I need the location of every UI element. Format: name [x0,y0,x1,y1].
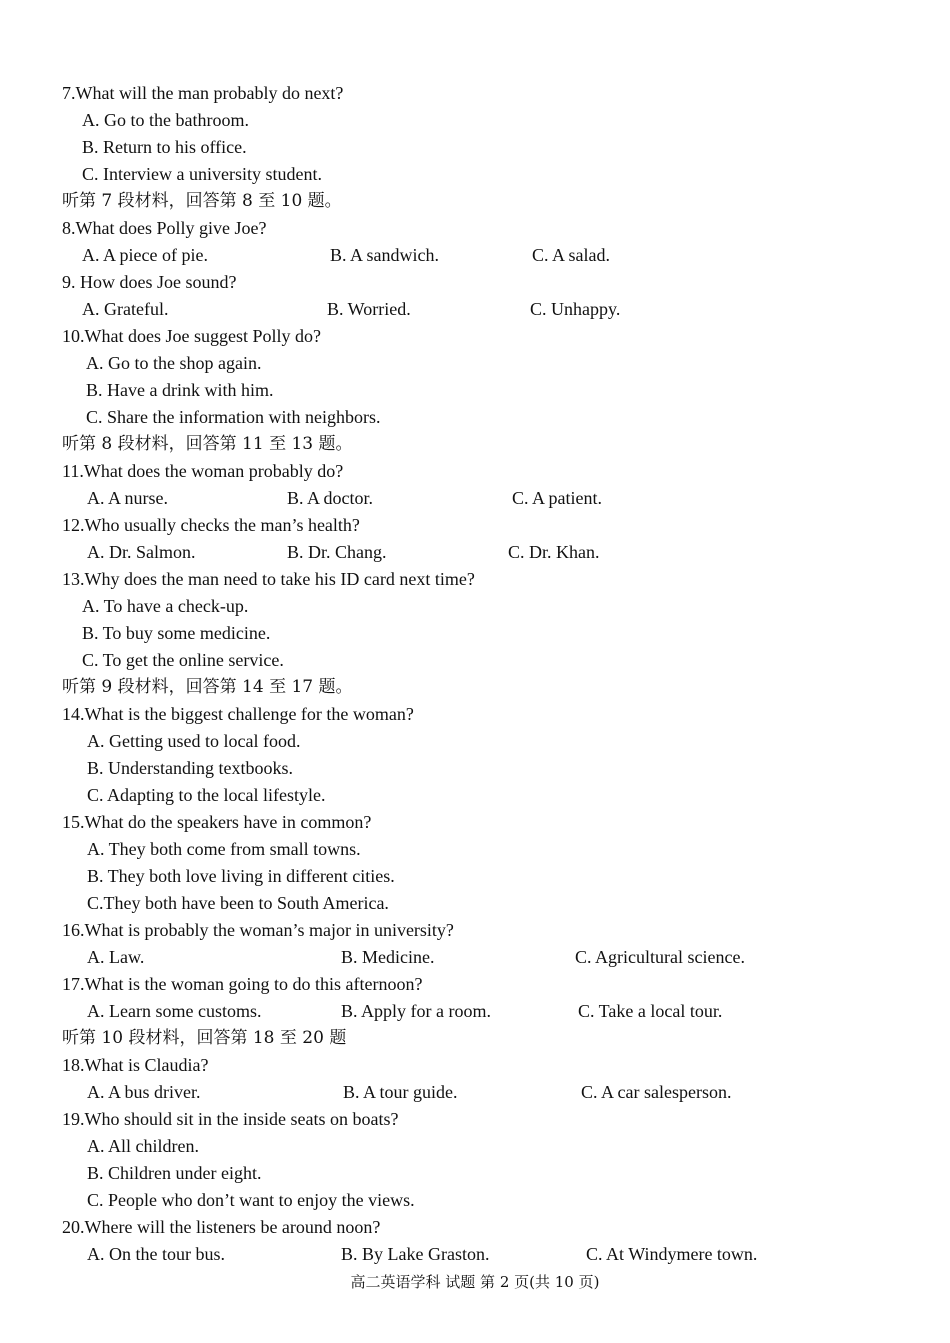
question-9: 9. How does Joe sound? [62,272,237,292]
option-14b: B. Understanding textbooks. [87,758,293,778]
option-14a: A. Getting used to local food. [87,731,301,751]
question-20: 20.Where will the listeners be around noon? [62,1217,381,1237]
option-19c: C. People who don’t want to enjoy the views. [87,1190,415,1210]
option-18b: B. A tour guide. [343,1082,458,1102]
option-16a: A. Law. [87,947,145,967]
question-12: 12.Who usually checks the man’s health? [62,515,360,535]
option-17c: C. Take a local tour. [578,1001,723,1021]
option-16b: B. Medicine. [341,947,435,967]
section-instruction-7: 听第 7 段材料，回答第 8 至 10 题。 [62,191,342,211]
option-8a: A. A piece of pie. [82,245,208,265]
option-9b: B. Worried. [327,299,411,319]
option-13a: A. To have a check-up. [82,596,249,616]
option-18a: A. A bus driver. [87,1082,201,1102]
option-19b: B. Children under eight. [87,1163,262,1183]
option-10a: A. Go to the shop again. [86,353,262,373]
option-12b: B. Dr. Chang. [287,542,387,562]
option-8b: B. A sandwich. [330,245,440,265]
option-16c: C. Agricultural science. [575,947,745,967]
option-15b: B. They both love living in different cities. [87,866,395,886]
option-7c: C. Interview a university student. [82,164,322,184]
option-14c: C. Adapting to the local lifestyle. [87,785,326,805]
section-instruction-8: 听第 8 段材料，回答第 11 至 13 题。 [62,434,353,454]
option-20a: A. On the tour bus. [87,1244,225,1264]
option-11c: C. A patient. [512,488,602,508]
option-12a: A. Dr. Salmon. [87,542,196,562]
option-9a: A. Grateful. [82,299,169,319]
option-12c: C. Dr. Khan. [508,542,600,562]
option-11b: B. A doctor. [287,488,374,508]
option-10c: C. Share the information with neighbors. [86,407,381,427]
option-13b: B. To buy some medicine. [82,623,271,643]
option-19a: A. All children. [87,1136,199,1156]
option-10b: B. Have a drink with him. [86,380,274,400]
option-13c: C. To get the online service. [82,650,284,670]
option-8c: C. A salad. [532,245,611,265]
question-16: 16.What is probably the woman’s major in university? [62,920,454,940]
option-7b: B. Return to his office. [82,137,247,157]
option-18c: C. A car salesperson. [581,1082,732,1102]
page-footer: 高二英语学科 试题 第 2 页(共 10 页) [350,1273,600,1291]
option-15a: A. They both come from small towns. [87,839,361,859]
question-8: 8.What does Polly give Joe? [62,218,267,238]
question-19: 19.Who should sit in the inside seats on boats? [62,1109,399,1129]
option-9c: C. Unhappy. [530,299,621,319]
option-17a: A. Learn some customs. [87,1001,262,1021]
question-10: 10.What does Joe suggest Polly do? [62,326,321,346]
question-18: 18.What is Claudia? [62,1055,209,1075]
option-7a: A. Go to the bathroom. [82,110,249,130]
question-14: 14.What is the biggest challenge for the woman? [62,704,414,724]
section-instruction-9: 听第 9 段材料，回答第 14 至 17 题。 [62,677,353,697]
question-7: 7.What will the man probably do next? [62,83,344,103]
option-15c: C.They both have been to South America. [87,893,389,913]
question-17: 17.What is the woman going to do this afternoon? [62,974,423,994]
option-11a: A. A nurse. [87,488,168,508]
option-20c: C. At Windymere town. [586,1244,758,1264]
question-13: 13.Why does the man need to take his ID card next time? [62,569,475,589]
question-15: 15.What do the speakers have in common? [62,812,372,832]
question-11: 11.What does the woman probably do? [62,461,344,481]
section-instruction-10: 听第 10 段材料，回答第 18 至 20 题 [62,1028,347,1048]
option-17b: B. Apply for a room. [341,1001,491,1021]
option-20b: B. By Lake Graston. [341,1244,490,1264]
